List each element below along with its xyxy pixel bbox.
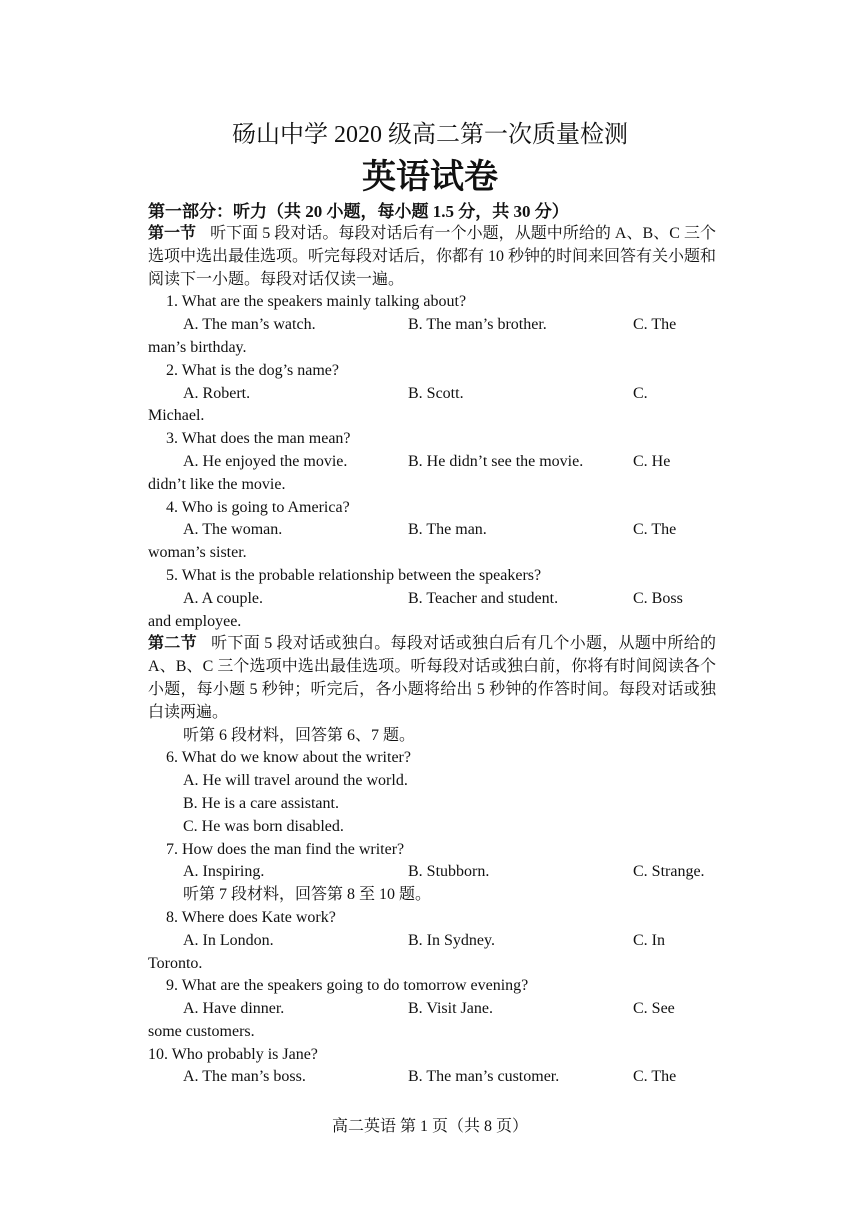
question-9-option-c-wrap: some customers. — [148, 1022, 255, 1040]
question-3-option-c-wrap: didn’t like the movie. — [148, 475, 286, 493]
question-9-options — [148, 998, 716, 1021]
question-3-option-c: C. He — [633, 452, 671, 470]
question-2-stem: 2. What is the dog’s name? — [166, 361, 339, 379]
question-1-option-a: A. The man’s watch. — [183, 316, 316, 334]
question-7-option-c: C. Strange. — [633, 863, 705, 881]
question-4-option-c-wrap: woman’s sister. — [148, 544, 247, 562]
question-7-option-b: B. Stubborn. — [408, 863, 490, 881]
question-9-option-a: A. Have dinner. — [183, 1000, 285, 1018]
question-1-option-b: B. The man’s brother. — [408, 316, 547, 334]
question-1-option-c-wrap: man’s birthday. — [148, 338, 247, 356]
page-footer: 高二英语 第 1 页（共 8 页） — [331, 1118, 528, 1135]
question-6-option-a: A. He will travel around the world. — [183, 772, 408, 790]
question-10-stem: 10. Who probably is Jane? — [148, 1045, 318, 1063]
question-10-option-c: C. The — [633, 1068, 677, 1086]
question-4-stem: 4. Who is going to America? — [166, 498, 350, 516]
question-9-stem: 9. What are the speakers going to do tomorrow evening? — [166, 977, 529, 995]
part1-heading: 第一部分：听力（共 20 小题，每小题 1.5 分，共 30 分） — [148, 202, 569, 221]
question-8-option-c-wrap: Toronto. — [148, 954, 203, 972]
question-2-options — [148, 383, 716, 406]
question-8-option-c: C. In — [633, 931, 665, 949]
question-5-stem: 5. What is the probable relationship between the speakers? — [166, 566, 542, 584]
section-1-intro — [148, 223, 716, 291]
question-3-option-b: B. He didn’t see the movie. — [408, 452, 584, 470]
question-9-option-c: C. See — [633, 1000, 675, 1018]
subject-title: 英语试卷 — [362, 159, 498, 196]
question-8-options — [148, 930, 716, 953]
question-6-option-b: B. He is a care assistant. — [183, 794, 339, 812]
section-2-intro — [148, 633, 716, 724]
question-3-options — [148, 451, 716, 474]
section-2 — [148, 633, 716, 1089]
question-1-stem: 1. What are the speakers mainly talking about? — [166, 293, 467, 311]
question-10-option-a: A. The man’s boss. — [183, 1068, 306, 1086]
question-3-stem: 3. What does the man mean? — [166, 430, 351, 448]
question-4-option-a: A. The woman. — [183, 521, 283, 539]
section-1-instructions: 听下面 5 段对话。每段对话后有一个小题，从题中所给的 A、B、C 三个选项中选出最佳选项。听完每段对话后，你都有 10 秒钟的时间来回答有关小题和阅读下一小题。每段对话仅读一遍。 — [148, 225, 717, 288]
question-8-option-b: B. In Sydney. — [408, 931, 495, 949]
question-4-option-c: C. The — [633, 521, 677, 539]
question-10-option-b: B. The man’s customer. — [408, 1068, 560, 1086]
question-8-option-a: A. In London. — [183, 931, 274, 949]
question-2-option-c: C. — [633, 384, 648, 402]
question-5-option-a: A. A couple. — [183, 589, 263, 607]
section-1 — [148, 223, 716, 633]
question-6-stem: 6. What do we know about the writer? — [166, 749, 411, 767]
question-7-options — [148, 861, 716, 884]
question-4-options — [148, 519, 716, 542]
question-5-option-c: C. Boss — [633, 589, 683, 607]
question-2-option-a: A. Robert. — [183, 384, 251, 402]
question-7-stem: 7. How does the man find the writer? — [166, 840, 405, 858]
school-exam-title: 砀山中学 2020 级高二第一次质量检测 — [232, 122, 628, 148]
section-2-instructions: 听下面 5 段对话或独白。每段对话或独白后有几个小题，从题中所给的 A、B、C 三个选项中选出最佳选项。听每段对话或独白前，你将有时间阅读各个小题，每小题 5 秒钟；听完后，各小题将给出 5 秒钟的作答时间。每段对话或独白读两遍。 — [148, 635, 716, 721]
question-9-option-b: B. Visit Jane. — [408, 1000, 493, 1018]
material-7-note: 听第 7 段材料，回答第 8 至 10 题。 — [183, 886, 432, 904]
question-6-option-c: C. He was born disabled. — [183, 817, 344, 835]
question-2-option-c-wrap: Michael. — [148, 407, 205, 425]
question-10-options — [148, 1066, 716, 1089]
question-5-option-c-wrap: and employee. — [148, 612, 242, 630]
question-4-option-b: B. The man. — [408, 521, 487, 539]
question-5-option-b: B. Teacher and student. — [408, 589, 559, 607]
question-5-options — [148, 588, 716, 611]
section-2-label: 第二节 — [148, 635, 197, 653]
question-8-stem: 8. Where does Kate work? — [166, 908, 336, 926]
question-7-option-a: A. Inspiring. — [183, 863, 265, 881]
question-1-option-c: C. The — [633, 316, 677, 334]
question-1-options — [148, 314, 716, 337]
material-6-note: 听第 6 段材料，回答第 6、7 题。 — [183, 726, 416, 744]
exam-content — [148, 200, 716, 1089]
question-3-option-a: A. He enjoyed the movie. — [183, 452, 348, 470]
section-1-label: 第一节 — [148, 225, 197, 242]
question-2-option-b: B. Scott. — [408, 384, 464, 402]
